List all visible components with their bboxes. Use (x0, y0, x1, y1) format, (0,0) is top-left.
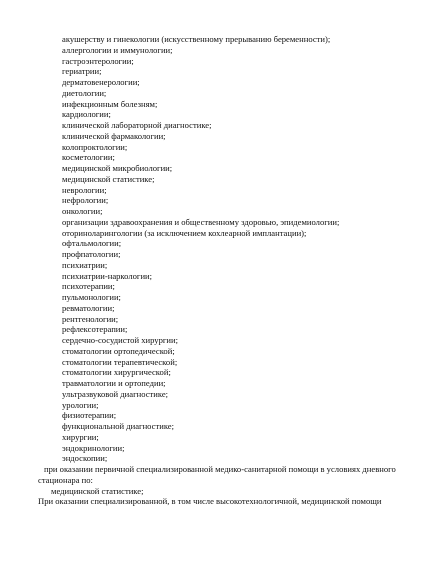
list-item: психиатрии; (62, 259, 108, 270)
list-item: колопроктологии; (62, 141, 128, 152)
list-item: ультразвуковой диагностике; (62, 388, 169, 399)
list-item: урологии; (62, 399, 99, 410)
list-item: травматологии и ортопедии; (62, 378, 166, 388)
list-item: офтальмологии; (62, 238, 122, 249)
list-item: функциональной диагностике; (62, 421, 175, 431)
list-item: аллергологии и иммунологии; (62, 44, 173, 55)
document-page (0, 34, 430, 507)
list-item: эндокринологии; (62, 442, 125, 453)
list-item: неврологии; (62, 184, 107, 195)
paragraph-line: При оказании специализированной, в том числе высокотехнологичной, медицинской помощи (38, 496, 382, 507)
list-item: гериатрии; (62, 66, 102, 77)
list-item: организации здравоохранения и общественному здоровью, эпидемиологии; (62, 216, 340, 227)
list-item: стоматологии хирургической; (62, 367, 171, 378)
list-item: хирургии; (62, 431, 99, 442)
list-item: дерматовенерологии; (62, 77, 140, 87)
list-item: клинической фармакологии; (62, 130, 166, 141)
list-item: нефрологии; (62, 195, 109, 206)
list-item: клинической лабораторной диагностике; (62, 120, 212, 130)
list-item: стоматологии терапевтической; (62, 356, 178, 367)
list-item: медицинской микробиологии; (62, 163, 173, 173)
list-item: акушерству и гинекологии (искусственному прерыванию беременности); (62, 34, 331, 44)
list-item: стоматологии ортопедической; (62, 345, 175, 356)
list-item: рефлексотерапии; (62, 324, 128, 335)
list-item: инфекционным болезням; (62, 98, 158, 109)
list-item: кардиологии; (62, 109, 111, 120)
list-item: диетологии; (62, 87, 107, 98)
list-item: косметологии; (62, 152, 115, 163)
list-item: медицинской статистике; (62, 173, 155, 184)
paragraph-line: при оказании первичной специализированной медико-санитарной помощи в условиях дневного (44, 464, 396, 474)
list-item: сердечно-сосудистой хирургии; (62, 335, 179, 345)
list-item: гастроэнтерологии; (62, 55, 134, 66)
list-item: профпатологии; (62, 249, 121, 259)
list-item: ревматологии; (62, 302, 115, 313)
list-item: онкологии; (62, 206, 103, 216)
list-item: оториноларингологии (за исключением кохлеарной имплантации); (62, 227, 307, 238)
list-item: медицинской статистике; (51, 485, 144, 496)
list-item: психиатрии-наркологии; (62, 270, 153, 281)
list-item: пульмонологии; (62, 292, 121, 302)
list-item: физиотерапии; (62, 410, 117, 421)
list-item: рентгенологии; (62, 313, 119, 324)
paragraph-line: стационара по: (38, 474, 93, 485)
list-item: психотерапии; (62, 281, 115, 292)
list-item: эндоскопии; (62, 453, 108, 464)
